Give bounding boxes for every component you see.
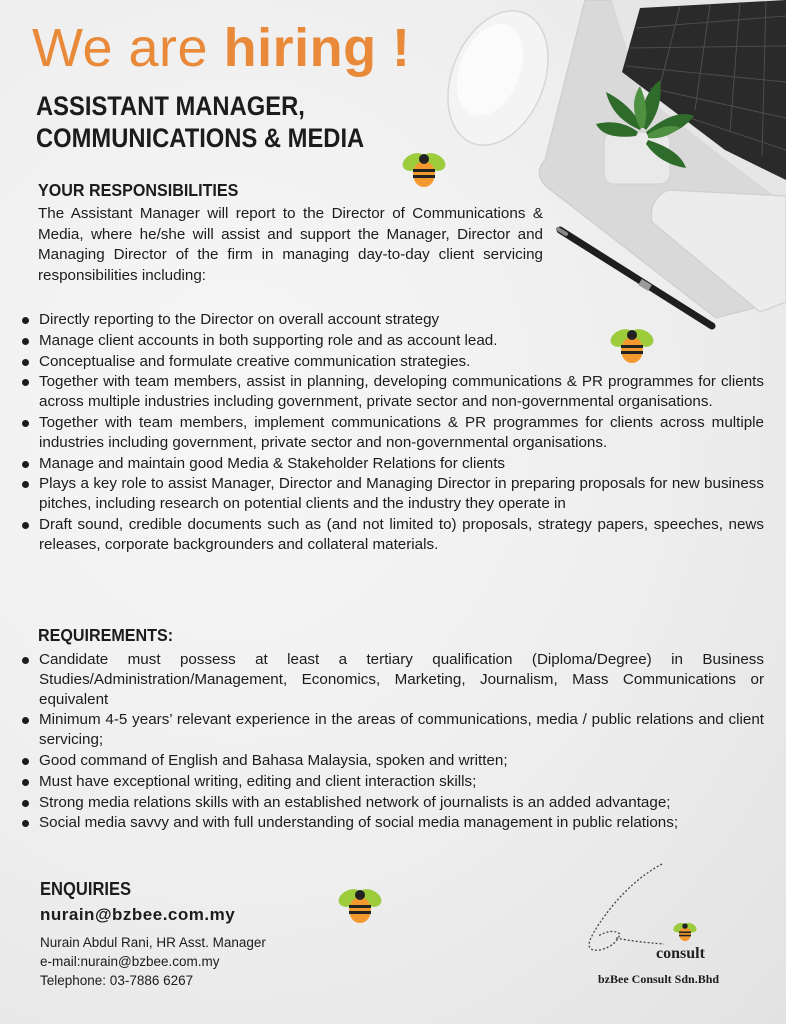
- contact-name: Nurain Abdul Rani, HR Asst. Manager: [40, 935, 266, 950]
- list-item: Minimum 4-5 years’ relevant experience in the areas of communications, media / public relations and client servicing;: [18, 710, 764, 750]
- list-item: Manage client accounts in both supporting role and as account lead.: [18, 331, 764, 351]
- company-name: bzBee Consult Sdn.Bhd: [598, 972, 720, 986]
- headline-prefix: We are: [32, 18, 224, 78]
- contact-email[interactable]: e-mail:nurain@bzbee.com.my: [40, 954, 220, 969]
- headline: [32, 18, 411, 78]
- contact-telephone: Telephone: 03-7886 6267: [40, 973, 194, 988]
- bee-icon: [400, 150, 448, 190]
- list-item: Strong media relations skills with an established network of journalists is an added advantage;: [18, 793, 764, 813]
- logo-bee-icon: [672, 920, 698, 944]
- job-title-line2: COMMUNICATIONS & MEDIA: [36, 123, 365, 153]
- list-item: Candidate must possess at least a tertiary qualification (Diploma/Degree) in Business Studies/Administration/Management, Economics, Marketing, Journalism, Mass Communications or equivalent: [18, 650, 764, 709]
- requirements-heading: REQUIREMENTS:: [38, 625, 174, 645]
- mouse-icon: [429, 0, 567, 160]
- signature: [576, 858, 686, 958]
- list-item: Directly reporting to the Director on overall account strategy: [18, 310, 764, 330]
- list-item: Manage and maintain good Media & Stakeholder Relations for clients: [18, 454, 764, 474]
- responsibilities-intro: The Assistant Manager will report to the Director of Communications & Media, where he/she will assist and support the Manager, Director and Managing Director of the firm in managing day-to-day client servicing responsibilities including:: [38, 205, 543, 284]
- list-item: Plays a key role to assist Manager, Director and Managing Director in preparing proposals for new business pitches, including research on potential clients and the industry they operate in: [18, 474, 764, 514]
- logo-text: consult: [656, 945, 705, 962]
- requirements-list: [18, 650, 764, 834]
- headline-emphasis: hiring !: [223, 18, 411, 78]
- list-item: Must have exceptional writing, editing and client interaction skills;: [18, 772, 764, 792]
- job-title: [36, 90, 364, 154]
- enquiries-email[interactable]: nurain@bzbee.com.my: [40, 905, 236, 924]
- responsibilities-list: [18, 310, 764, 556]
- bee-icon: [336, 886, 384, 926]
- list-item: Conceptualise and formulate creative communication strategies.: [18, 352, 764, 372]
- list-item: Together with team members, assist in planning, developing communications & PR programmes for clients across multiple industries including government, private sector and non-governmental organisations.: [18, 372, 764, 412]
- list-item: Together with team members, implement communications & PR programmes for clients across multiple industries including government, private sector and non-governmental organisations.: [18, 413, 764, 453]
- responsibilities-heading: YOUR RESPONSIBILITIES: [38, 180, 239, 200]
- list-item: Good command of English and Bahasa Malaysia, spoken and written;: [18, 751, 764, 771]
- job-title-line1: ASSISTANT MANAGER,: [36, 91, 305, 121]
- enquiries-heading: ENQUIRIES: [40, 879, 132, 899]
- list-item: Social media savvy and with full understanding of social media management in public relations;: [18, 813, 764, 833]
- list-item: Draft sound, credible documents such as (and not limited to) proposals, strategy papers, speeches, news releases, corporate backgrounders and collateral materials.: [18, 515, 764, 555]
